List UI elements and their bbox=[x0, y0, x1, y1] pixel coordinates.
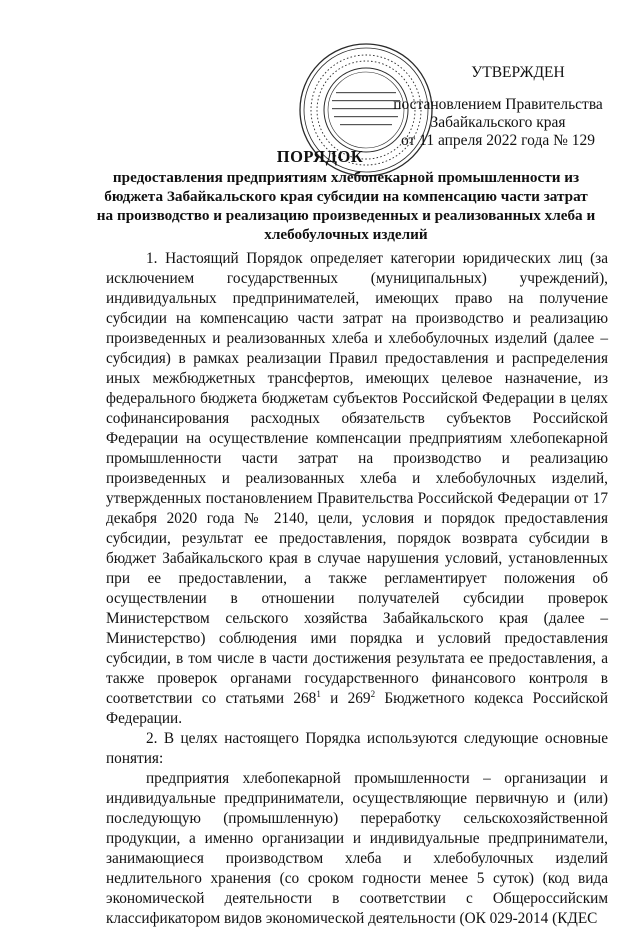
article-268: 268 bbox=[293, 690, 317, 707]
paragraph-1 bbox=[106, 249, 608, 729]
article-269: 269 bbox=[347, 690, 371, 707]
paragraph-3: предприятия хлебопекарной промышленности – организации и индивидуальные предприниматели, осуществляющие первичную и (или) последующую (промышленную) переработку сельскохозяйственной продукции, а именно организации и индивидуальные предприниматели, занимающиеся производством хлеба и хлебобулочных изделий недлительного хранения (со сроком годности менее 5 суток) (код вида экономической деятельности в соответствии с Общероссийским классификатором видов экономической деятельности (ОК 029-2014 (КДЕС bbox=[106, 770, 608, 927]
approval-line-3: от 11 апреля 2022 года № 129 bbox=[400, 132, 596, 149]
paragraph-1-text: 1. Настоящий Порядок определяет категории юридических лиц (за исключением государственных (муниципальных) учреждений), индивидуальных предпринимателей, имеющих право на получение субсидии на компенсацию части затрат на производство и реализацию произведенных и реализованных хлеба и хлебобулочных изделий (далее – субсидия) в рамках реализации Правил предоставления и распределения иных межбюджетных трансфертов, имеющих целевое назначение, из федерального бюджета бюджетам субъектов Российской Федерации в целях софинансирования расходных обязательств субъектов Российской Федерации на осуществление компенсации предприятиям хлебопекарной промышленности части затрат на производство и реализацию произведенных и реализованных хлеба и хлебобулочных изделий, утвержденных постановлением Правительства Российской Федерации от 17 декабря 2020 года № 2140, цели, условия и порядок предоставления субсидии, результат ее предоставления, порядок возврата субсидии в бюджет Забайкальского края в случае нарушения условий, установленных при ее предоставлении, а также регламентирует положения об осуществлении в отношении получателей субсидии проверок Министерством сельского хозяйства Забайкальского края (далее – Министерство) соблюдения ими порядка и условий предоставления субсидии, в том числе в части достижения результата ее предоставления, а также проверок органами государственного финансового контроля в соответствии со статьями bbox=[106, 250, 608, 707]
document-title: ПОРЯДОК bbox=[276, 147, 364, 166]
document-subtitle: предоставления предприятиям хлебопекарной промышленности из бюджета Забайкальского края субсидии на компенсацию части затрат на производство и реализацию произведенных и реализованных хлеба и хлебобулочных изделий bbox=[96, 169, 596, 243]
approval-word: УТВЕРЖДЕН bbox=[471, 64, 565, 81]
document-body bbox=[106, 249, 608, 929]
paragraph-1-conjunction: и bbox=[320, 690, 348, 707]
approval-block bbox=[388, 64, 608, 150]
paragraph-2: 2. В целях настоящего Порядка используются следующие основные понятия: bbox=[106, 730, 608, 767]
article-268-superscript: 1 bbox=[316, 688, 321, 699]
article-269-superscript: 2 bbox=[370, 688, 376, 699]
approval-line-1: постановлением Правительства bbox=[393, 96, 603, 113]
approval-line-2: Забайкальского края bbox=[430, 114, 566, 131]
paragraph-1-tail: Бюджетного кодекса Российской Федерации. bbox=[106, 690, 609, 727]
